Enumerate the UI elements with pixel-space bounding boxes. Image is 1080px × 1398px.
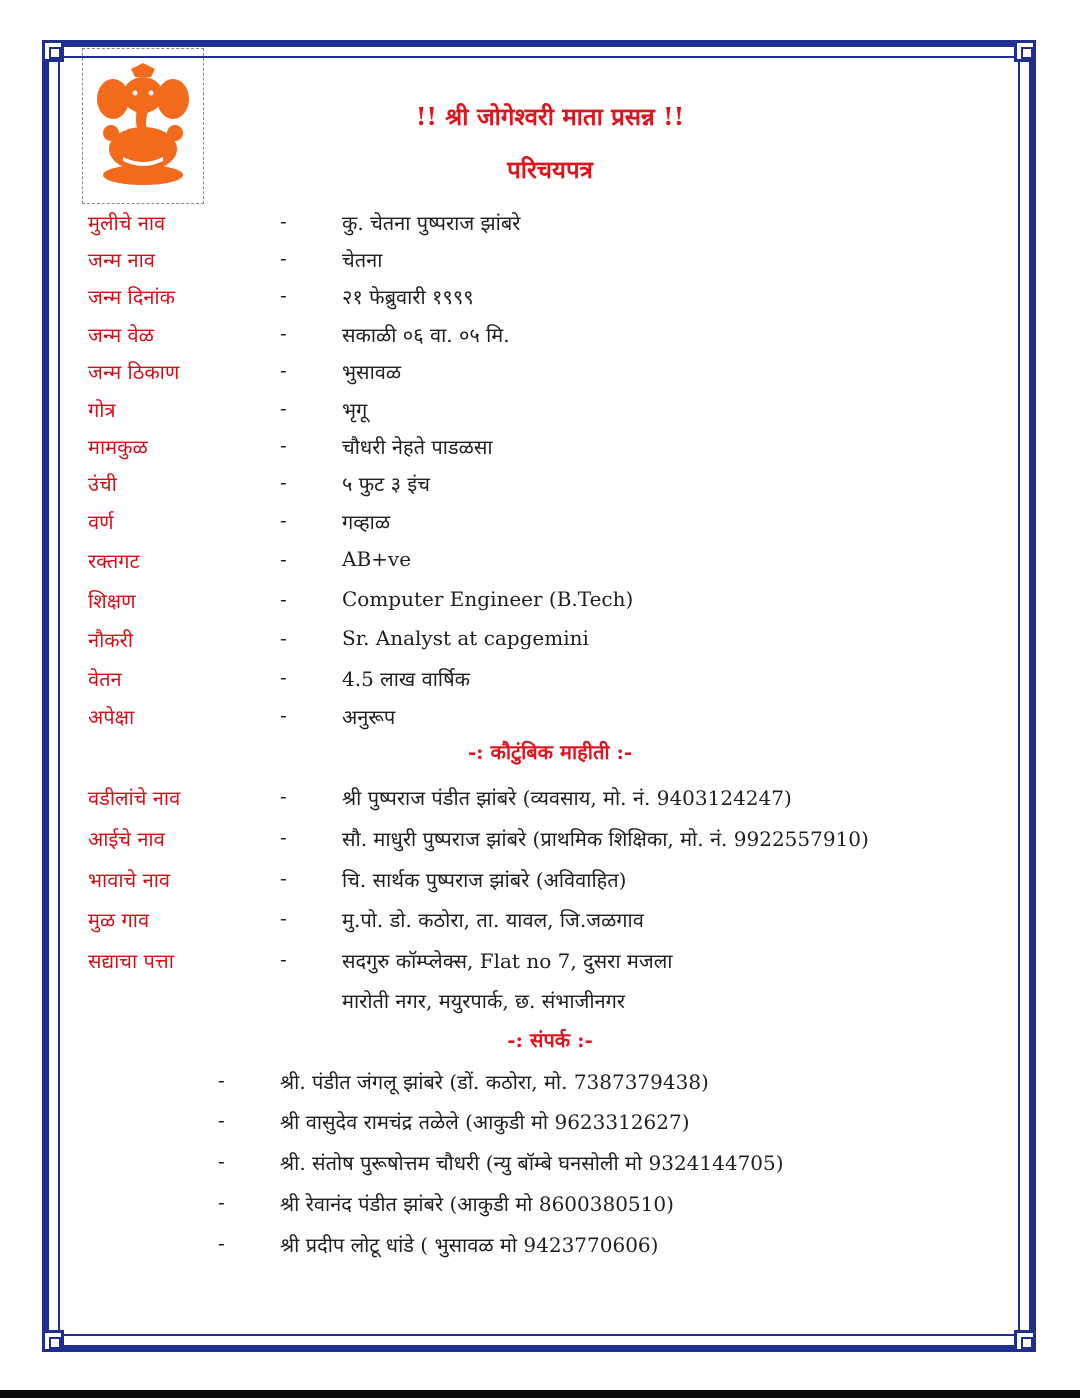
contact-bullet: -	[218, 1108, 225, 1132]
family-value: चि. सार्थक पुष्पराज झांबरे (अविवाहित)	[342, 868, 627, 892]
contact-bullet: -	[218, 1190, 225, 1214]
address-line-2: मारोती नगर, मयुरपार्क, छ. संभाजीनगर	[342, 989, 626, 1013]
page-title: !! श्री जोगेश्वरी माता प्रसन्न !!	[415, 102, 685, 131]
detail-label: नौकरी	[88, 628, 133, 652]
family-label: आईचे नाव	[88, 827, 165, 851]
contact-item: श्री वासुदेव रामचंद्र तळेले (आकुडी मो 9623312627)	[280, 1110, 690, 1134]
detail-label: वेतन	[88, 667, 122, 691]
detail-value: चौधरी नेहते पाडळसा	[342, 435, 493, 459]
page-border-inner	[58, 56, 1020, 1336]
contact-item: श्री. संतोष पुरूषोत्तम चौधरी (न्यु बॉम्बे घनसोली मो 9324144705)	[280, 1151, 784, 1175]
contact-item: श्री. पंडीत जंगलू झांबरे (डों. कठोरा, मो. 7387379438)	[280, 1070, 709, 1094]
border-corner-bottom-right	[1014, 1330, 1036, 1352]
detail-value: 4.5 लाख वार्षिक	[342, 667, 471, 691]
detail-separator: -	[280, 321, 287, 345]
family-label: मुळ गाव	[88, 908, 150, 932]
detail-value: Computer Engineer (B.Tech)	[342, 587, 634, 611]
contact-item: श्री प्रदीप लोटू धांडे ( भुसावळ मो 9423770606)	[280, 1233, 659, 1257]
family-value: श्री पुष्पराज पंडीत झांबरे (व्यवसाय, मो. नं. 9403124247)	[342, 786, 792, 810]
detail-separator: -	[280, 246, 287, 270]
detail-label: शिक्षण	[88, 589, 136, 613]
detail-separator: -	[280, 209, 287, 233]
detail-label: जन्म ठिकाण	[88, 360, 180, 384]
bottom-edge-bar	[0, 1390, 1080, 1398]
border-corner-bottom-left	[42, 1330, 64, 1352]
detail-label: जन्म नाव	[88, 248, 155, 272]
detail-value: २१ फेब्रुवारी १९९९	[342, 285, 474, 309]
family-value: मु.पो. डो. कठोरा, ता. यावल, जि.जळगाव	[342, 908, 644, 932]
detail-separator: -	[280, 358, 287, 382]
detail-value: गव्हाळ	[342, 510, 391, 534]
contact-bullet: -	[218, 1068, 225, 1092]
detail-label: मामकुळ	[88, 435, 148, 459]
logo-frame	[82, 48, 204, 204]
detail-value: कु. चेतना पुष्पराज झांबरे	[342, 211, 521, 235]
contact-item: श्री रेवानंद पंडीत झांबरे (आकुडी मो 8600380510)	[280, 1192, 674, 1216]
detail-separator: -	[280, 587, 287, 611]
detail-value: Sr. Analyst at capgemini	[342, 626, 589, 650]
ganesha-icon	[93, 63, 193, 187]
family-separator: -	[280, 784, 287, 808]
detail-label: मुलीचे नाव	[88, 211, 166, 235]
page-subtitle: परिचयपत्र	[507, 155, 593, 184]
detail-label: अपेक्षा	[88, 705, 135, 729]
family-separator: -	[280, 825, 287, 849]
family-separator: -	[280, 906, 287, 930]
detail-separator: -	[280, 665, 287, 689]
detail-separator: -	[280, 470, 287, 494]
detail-separator: -	[280, 508, 287, 532]
detail-value: भृगू	[342, 398, 368, 422]
family-value: सौ. माधुरी पुष्पराज झांबरे (प्राथमिक शिक्षिका, मो. नं. 9922557910)	[342, 827, 869, 851]
detail-separator: -	[280, 703, 287, 727]
detail-label: जन्म दिनांक	[88, 285, 175, 309]
border-corner-top-left	[42, 40, 64, 62]
detail-separator: -	[280, 626, 287, 650]
detail-separator: -	[280, 283, 287, 307]
detail-separator: -	[280, 396, 287, 420]
detail-value: AB+ve	[342, 547, 412, 571]
detail-separator: -	[280, 433, 287, 457]
contact-bullet: -	[218, 1231, 225, 1255]
family-section-heading: -: कौटुंबिक माहीती :-	[467, 740, 633, 764]
detail-value: ५ फुट ३ इंच	[342, 472, 430, 496]
family-separator: -	[280, 866, 287, 890]
family-label: सद्याचा पत्ता	[88, 949, 174, 973]
detail-label: उंची	[88, 472, 117, 496]
contact-section-heading: -: संपर्क :-	[507, 1028, 593, 1052]
family-label: वडीलांचे नाव	[88, 786, 181, 810]
detail-value: अनुरूप	[342, 705, 396, 729]
family-value: सदगुरु कॉम्प्लेक्स, Flat no 7, दुसरा मजला	[342, 949, 673, 973]
detail-label: रक्तगट	[88, 549, 140, 573]
detail-value: चेतना	[342, 248, 383, 272]
detail-label: वर्ण	[88, 510, 114, 534]
detail-value: भुसावळ	[342, 360, 402, 384]
detail-value: सकाळी ०६ वा. ०५ मि.	[342, 323, 510, 347]
detail-label: जन्म वेळ	[88, 323, 154, 347]
detail-separator: -	[280, 547, 287, 571]
family-label: भावाचे नाव	[88, 868, 170, 892]
border-corner-top-right	[1014, 40, 1036, 62]
contact-bullet: -	[218, 1149, 225, 1173]
family-separator: -	[280, 947, 287, 971]
detail-label: गोत्र	[88, 398, 116, 422]
